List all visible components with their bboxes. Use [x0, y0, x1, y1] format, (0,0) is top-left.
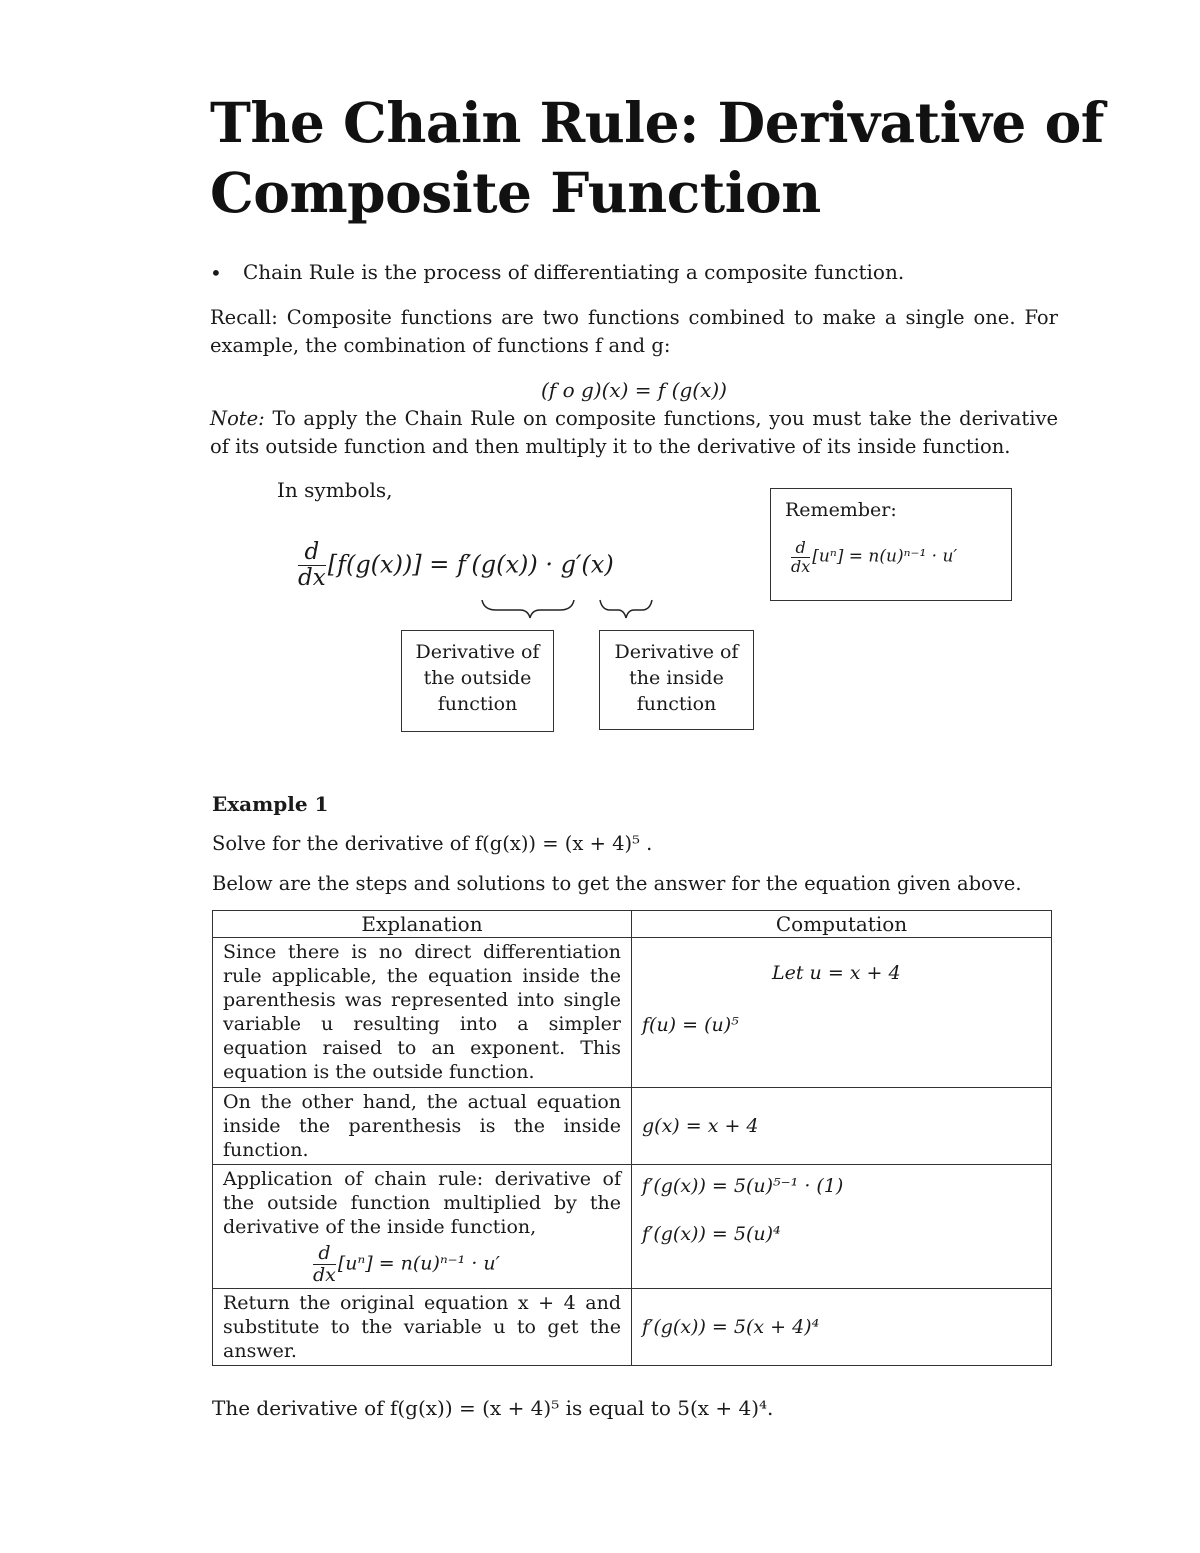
outside-brace [482, 600, 574, 618]
explanation-cell: On the other hand, the actual equation inside the parenthesis is the inside function. [213, 1088, 632, 1165]
main-formula-body: [f(g(x))] = f′(g(x)) · g′(x) [327, 550, 614, 579]
remember-denominator: dx [791, 556, 811, 576]
table-numerator: d [313, 1243, 336, 1265]
inside-brace [600, 600, 652, 618]
remember-box [770, 488, 1012, 601]
derivative-fraction [298, 540, 326, 592]
table-row [213, 1288, 1052, 1365]
fraction-denominator: dx [298, 565, 326, 592]
computation-cell: g(x) = x + 4 [632, 1088, 1052, 1165]
example-heading: Example 1 [212, 792, 329, 816]
bullet-icon: • [210, 261, 222, 285]
fraction-numerator: d [298, 540, 326, 566]
underbraces [470, 598, 670, 628]
let-u-line: Let u = x + 4 [772, 962, 901, 984]
computation-cell [632, 1165, 1052, 1289]
recall-paragraph: Recall: Composite functions are two functions combined to make a single one. For example, the combination of functions f and g: [210, 306, 1058, 357]
main-formula [298, 540, 614, 592]
example-prompt: Solve for the derivative of f(g(x)) = (x + 4)⁵ . [212, 832, 653, 855]
remember-fraction [791, 539, 810, 575]
note-text: To apply the Chain Rule on composite functions, you must take the derivative of its outside function and then multiply it to the derivative of its inside function. [210, 407, 1058, 458]
remember-label: Remember: [785, 499, 897, 521]
remember-numerator: d [791, 539, 810, 558]
column-header-explanation: Explanation [213, 911, 632, 938]
note-label: Note: [210, 407, 265, 430]
table-formula-body: [uⁿ] = n(u)ⁿ⁻¹ · u′ [337, 1252, 500, 1275]
explanation-cell: Since there is no direct differentiation rule applicable, the equation inside the parenthesis was represented into single variable u resulting into a simpler equation raised to an exponent. This equation is the outside function. [213, 938, 632, 1088]
outside-derivative-box: Derivative of the outside function [401, 630, 554, 732]
power-rule-formula [791, 539, 957, 575]
composite-equation: (f o g)(x) = f (g(x)) [541, 378, 727, 402]
computation-cell: f′(g(x)) = 5(x + 4)⁴ [632, 1288, 1052, 1365]
remember-formula-body: [uⁿ] = n(u)ⁿ⁻¹ · u′ [812, 546, 958, 567]
column-header-computation: Computation [632, 911, 1052, 938]
inside-derivative-box: Derivative of the inside function [599, 630, 754, 730]
table-header-row [213, 911, 1052, 938]
explanation-cell: Return the original equation x + 4 and substitute to the variable u to get the answer. [213, 1288, 632, 1365]
chain-step-2: f′(g(x)) = 5(u)⁴ [642, 1223, 781, 1245]
table-row [213, 1165, 1052, 1289]
chain-step-1: f′(g(x)) = 5(u)⁵⁻¹ · (1) [642, 1175, 844, 1197]
outside-function-line: f(u) = (u)⁵ [642, 1014, 739, 1036]
table-denominator: dx [313, 1263, 336, 1286]
table-row [213, 1088, 1052, 1165]
table-fraction [313, 1243, 336, 1286]
bullet-text: Chain Rule is the process of differentiating a composite function. [243, 260, 905, 284]
table-row [213, 938, 1052, 1088]
in-symbols-label: In symbols, [277, 478, 393, 502]
page-title: The Chain Rule: Derivative of Composite Function [210, 90, 1104, 225]
steps-table [212, 910, 1052, 1366]
explanation-cell [213, 1165, 632, 1289]
note-paragraph [210, 405, 1058, 461]
example-intro: Below are the steps and solutions to get the answer for the equation given above. [212, 872, 1022, 895]
computation-cell [632, 938, 1052, 1088]
chain-rule-explanation: Application of chain rule: derivative of the outside function multiplied by the derivative of the inside function, [223, 1168, 621, 1238]
table-power-rule [313, 1243, 621, 1286]
conclusion: The derivative of f(g(x)) = (x + 4)⁵ is equal to 5(x + 4)⁴. [212, 1396, 774, 1420]
